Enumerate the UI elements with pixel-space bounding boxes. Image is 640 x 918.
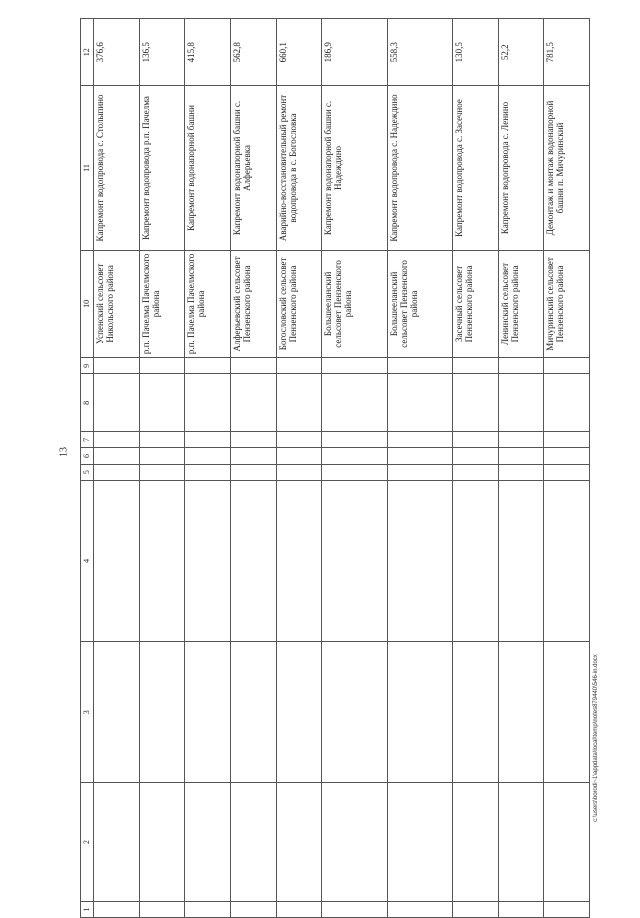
empty-cell [276, 480, 322, 641]
empty-cell [322, 642, 387, 783]
empty-cell [276, 464, 322, 480]
empty-cell [453, 642, 499, 783]
table-row [139, 19, 185, 918]
empty-cell [322, 901, 387, 917]
empty-cell [276, 358, 322, 374]
recipient-cell: Ленинский сельсовет Пензенского района [498, 250, 544, 358]
table-row [498, 19, 544, 918]
work-description-cell: Капремонт водопровода р.п. Пачелма [139, 86, 185, 250]
empty-cell [94, 480, 140, 641]
empty-cell [94, 448, 140, 464]
empty-cell [387, 783, 452, 901]
amount-cell: 52,2 [498, 19, 544, 86]
table-row [94, 19, 140, 918]
empty-cell [94, 374, 140, 432]
empty-cell [276, 374, 322, 432]
empty-cell [498, 358, 544, 374]
empty-cell [230, 642, 276, 783]
empty-cell [387, 374, 452, 432]
empty-cell [230, 448, 276, 464]
empty-cell [322, 432, 387, 448]
empty-cell [230, 432, 276, 448]
column-header-2: 2 [81, 783, 94, 901]
recipient-cell: Засечный сельсовет Пензенского района [453, 250, 499, 358]
amount-cell: 781,5 [544, 19, 590, 86]
empty-cell [185, 464, 231, 480]
amount-cell: 136,5 [139, 19, 185, 86]
empty-cell [387, 432, 452, 448]
empty-cell [322, 374, 387, 432]
column-header-10: 10 [81, 250, 94, 358]
empty-cell [453, 358, 499, 374]
empty-cell [276, 783, 322, 901]
column-header-5: 5 [81, 464, 94, 480]
table-body [94, 19, 590, 918]
empty-cell [276, 432, 322, 448]
empty-cell [453, 432, 499, 448]
amount-cell: 562,8 [230, 19, 276, 86]
table-row [387, 19, 452, 918]
empty-cell [322, 464, 387, 480]
empty-cell [94, 901, 140, 917]
empty-cell [185, 374, 231, 432]
recipient-cell: Мичуринский сельсовет Пензенского района [544, 250, 590, 358]
work-description-cell: Капремонт водонапорной башни с. Надеждино [322, 86, 387, 250]
empty-cell [139, 480, 185, 641]
empty-cell [139, 432, 185, 448]
empty-cell [322, 480, 387, 641]
amount-cell: 376,6 [94, 19, 140, 86]
empty-cell [139, 464, 185, 480]
amount-cell: 558,3 [387, 19, 452, 86]
empty-cell [185, 783, 231, 901]
empty-cell [185, 448, 231, 464]
empty-cell [544, 448, 590, 464]
table-row [276, 19, 322, 918]
recipient-cell: Богословский сельсовет Пензенского района [276, 250, 322, 358]
column-number-row [81, 19, 94, 918]
column-header-12: 12 [81, 19, 94, 86]
work-description-cell: Аварийно-восстановительный ремонт водопровода в с. Богословка [276, 86, 322, 250]
empty-cell [94, 358, 140, 374]
data-table [80, 18, 590, 918]
empty-cell [276, 901, 322, 917]
empty-cell [185, 642, 231, 783]
empty-cell [94, 464, 140, 480]
table-row [185, 19, 231, 918]
empty-cell [139, 374, 185, 432]
empty-cell [322, 783, 387, 901]
empty-cell [544, 432, 590, 448]
empty-cell [276, 448, 322, 464]
empty-cell [94, 432, 140, 448]
empty-cell [230, 374, 276, 432]
empty-cell [94, 783, 140, 901]
empty-cell [498, 432, 544, 448]
empty-cell [387, 480, 452, 641]
table-row [544, 19, 590, 918]
empty-cell [453, 783, 499, 901]
column-header-8: 8 [81, 374, 94, 432]
recipient-cell: Большееланский сельсовет Пензенского района [322, 250, 387, 358]
amount-cell: 130,5 [453, 19, 499, 86]
empty-cell [544, 783, 590, 901]
column-header-11: 11 [81, 86, 94, 250]
rotated-table-sheet [80, 18, 590, 918]
empty-cell [498, 480, 544, 641]
empty-cell [230, 358, 276, 374]
empty-cell [498, 448, 544, 464]
table-row [322, 19, 387, 918]
recipient-cell: р.п. Пачелма Пачелмского района [139, 250, 185, 358]
empty-cell [544, 374, 590, 432]
empty-cell [139, 783, 185, 901]
empty-cell [387, 642, 452, 783]
empty-cell [387, 448, 452, 464]
column-header-9: 9 [81, 358, 94, 374]
recipient-cell: Большееланский сельсовет Пензенского района [387, 250, 452, 358]
empty-cell [544, 358, 590, 374]
empty-cell [230, 783, 276, 901]
column-header-3: 3 [81, 642, 94, 783]
empty-cell [139, 642, 185, 783]
empty-cell [498, 464, 544, 480]
empty-cell [453, 480, 499, 641]
empty-cell [453, 374, 499, 432]
column-header-4: 4 [81, 480, 94, 641]
empty-cell [185, 480, 231, 641]
column-header-7: 7 [81, 432, 94, 448]
empty-cell [230, 464, 276, 480]
recipient-cell: р.п. Пачелма Пачелмского района [185, 250, 231, 358]
work-description-cell: Капремонт водопровода с. Надеждино [387, 86, 452, 250]
recipient-cell: Алферьевский сельсовет Пензенского района [230, 250, 276, 358]
empty-cell [276, 642, 322, 783]
empty-cell [185, 358, 231, 374]
empty-cell [94, 642, 140, 783]
table-row [453, 19, 499, 918]
column-header-1: 1 [81, 901, 94, 917]
page-number: 13 [58, 447, 70, 457]
empty-cell [322, 448, 387, 464]
empty-cell [185, 432, 231, 448]
empty-cell [544, 464, 590, 480]
amount-cell: 186,9 [322, 19, 387, 86]
empty-cell [387, 358, 452, 374]
empty-cell [139, 448, 185, 464]
column-header-6: 6 [81, 448, 94, 464]
recipient-cell: Успенский сельсовет Никольского района [94, 250, 140, 358]
work-description-cell: Капремонт водонапорной башни с. Алферьевка [230, 86, 276, 250]
empty-cell [453, 901, 499, 917]
empty-cell [498, 374, 544, 432]
empty-cell [498, 783, 544, 901]
empty-cell [453, 464, 499, 480]
work-description-cell: Капремонт водопровода с. Ленино [498, 86, 544, 250]
empty-cell [544, 480, 590, 641]
amount-cell: 415,8 [185, 19, 231, 86]
empty-cell [453, 448, 499, 464]
work-description-cell: Демонтаж и монтаж водонапорной башни п. Мичуринский [544, 86, 590, 250]
work-description-cell: Капремонт водопровода с. Столыпино [94, 86, 140, 250]
amount-cell: 660,1 [276, 19, 322, 86]
work-description-cell: Капремонт водопровода с. Засечное [453, 86, 499, 250]
empty-cell [387, 464, 452, 480]
table-row [230, 19, 276, 918]
file-path-footer: c:\users\borodi~1\appdata\local\temp\notes879440\546-in.docx [593, 654, 599, 822]
empty-cell [230, 480, 276, 641]
empty-cell [498, 642, 544, 783]
empty-cell [322, 358, 387, 374]
empty-cell [544, 642, 590, 783]
empty-cell [139, 901, 185, 917]
empty-cell [185, 901, 231, 917]
empty-cell [230, 901, 276, 917]
empty-cell [139, 358, 185, 374]
empty-cell [498, 901, 544, 917]
empty-cell [387, 901, 452, 917]
work-description-cell: Капремонт водонапорной башни [185, 86, 231, 250]
empty-cell [544, 901, 590, 917]
